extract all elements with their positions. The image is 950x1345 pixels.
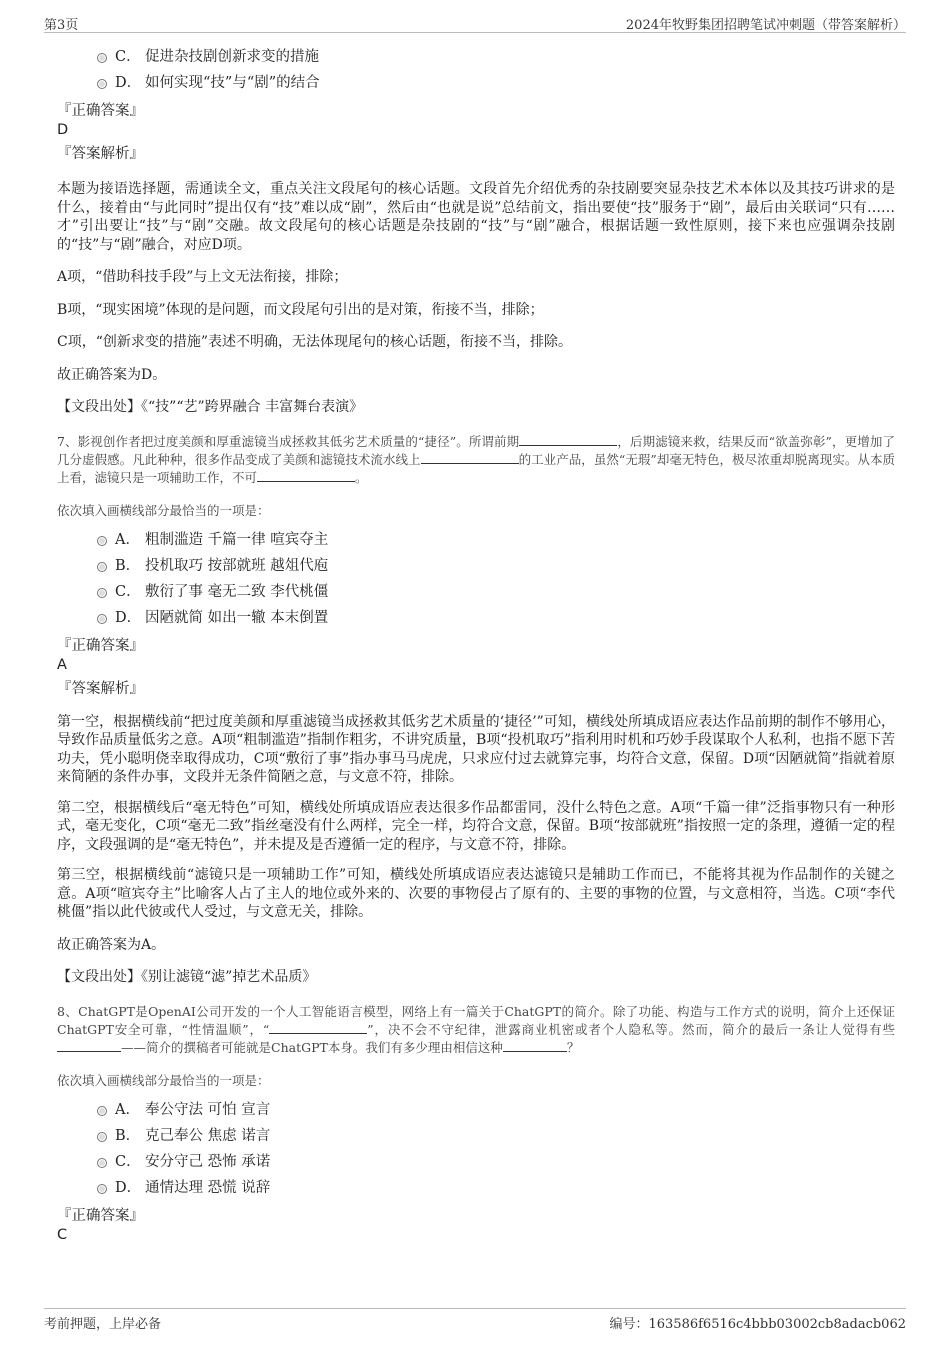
option-d[interactable]: D． 因陋就简 如出一辙 本末倒置 <box>57 605 895 631</box>
fill-blank <box>57 1039 121 1052</box>
option-b[interactable]: B． 克己奉公 焦虑 诺言 <box>57 1123 895 1149</box>
answer-label: 『正确答案』 <box>57 1207 144 1224</box>
radio-icon[interactable] <box>97 1184 107 1194</box>
source-citation: 【文段出处】《“技”“艺”跨界融合 丰富舞台表演》 <box>57 399 364 415</box>
analysis-paragraph: A项，“借助科技手段”与上文无法衔接，排除； <box>57 269 348 285</box>
analysis-conclusion: 故正确答案为D。 <box>57 366 167 383</box>
header-divider <box>44 32 906 33</box>
radio-icon[interactable] <box>97 1132 107 1142</box>
fill-blank <box>257 469 355 482</box>
analysis-paragraph: B项，“现实困境”体现的是问题，而文段尾句引出的是对策，衔接不当，排除； <box>57 301 544 318</box>
answer-value: C <box>57 1226 68 1243</box>
instruction: 依次填入画横线部分最恰当的一项是： <box>57 1072 270 1088</box>
document-id: 编号：163586f6516c4bbb03002cb8adacb062 <box>609 1317 906 1332</box>
fill-blank <box>519 433 617 446</box>
option-text: 克己奉公 焦虑 诺言 <box>145 1127 271 1144</box>
option-text: 粗制滥造 千篇一律 喧宾夺主 <box>145 531 329 548</box>
radio-icon[interactable] <box>97 53 107 63</box>
fill-blank <box>503 1039 567 1052</box>
answer-value: A <box>57 656 67 673</box>
radio-icon[interactable] <box>97 1158 107 1168</box>
footer-divider <box>44 1308 906 1309</box>
option-c[interactable]: C． 促进杂技剧创新求变的措施 <box>57 44 895 70</box>
page-number: 第3页 <box>44 18 79 33</box>
option-text: 促进杂技剧创新求变的措施 <box>145 49 319 65</box>
footer-slogan: 考前押题，上岸必备 <box>44 1317 162 1332</box>
option-c[interactable]: C． 安分守己 恐怖 承诺 <box>57 1149 895 1175</box>
option-text: 如何实现“技”与“剧”的结合 <box>145 75 320 91</box>
fill-blank <box>269 1021 367 1034</box>
answer-label: 『正确答案』 <box>57 103 144 119</box>
instruction: 依次填入画横线部分最恰当的一项是： <box>57 502 270 518</box>
radio-icon[interactable] <box>97 562 107 572</box>
radio-icon[interactable] <box>97 536 107 546</box>
option-text: 通情达理 恐慌 说辞 <box>145 1179 271 1196</box>
analysis-paragraph: C项，“创新求变的措施”表述不明确，无法体现尾句的核心话题，衔接不当，排除。 <box>57 334 573 350</box>
option-d[interactable]: D． 通情达理 恐慌 说辞 <box>57 1175 895 1201</box>
option-b[interactable]: B． 投机取巧 按部就班 越俎代庖 <box>57 553 895 579</box>
answer-value: D <box>57 122 69 138</box>
answer-label: 『正确答案』 <box>57 637 144 654</box>
source-citation: 【文段出处】《别让滤镜“滤”掉艺术品质》 <box>57 969 317 985</box>
radio-icon[interactable] <box>97 588 107 598</box>
fill-blank <box>421 451 519 464</box>
option-text: 安分守己 恐怖 承诺 <box>145 1153 271 1170</box>
radio-icon[interactable] <box>97 1106 107 1116</box>
option-d[interactable]: D． 如何实现“技”与“剧”的结合 <box>57 70 895 96</box>
option-text: 奉公守法 可怕 宣言 <box>145 1101 271 1118</box>
analysis-paragraph: 第三空，根据横线前“滤镜只是一项辅助工作”可知，横线处所填成语应表达滤镜只是辅助工作而已，不能将其视为作品制作的关键之意。A项“喧宾夺主”比喻客人占了主人的地位或外来的、次要的事物侵占了原有的、主要的事物的位置，与文意相符，当选。C项“李代桃僵”指以此代彼或代人受过，与文意无关，排除。 <box>57 867 895 920</box>
document-title: 2024年牧野集团招聘笔试冲刺题（带答案解析） <box>625 18 906 33</box>
analysis-paragraph: 第一空，根据横线前“把过度美颜和厚重滤镜当成拯救其低劣艺术质量的‘捷径’”可知，横线处所填成语应表达作品前期的制作不够用心，导致作品质量低劣之意。A项“粗制滥造”指制作粗劣，不讲究质量，B项“投机取巧”指利用时机和巧妙手段谋取个人私利，也指不愿下苦功夫，凭小聪明侥幸取得成功，C项“敷衍了事”指办事马马虎虎，只求应付过去就算完事，均符合文意，保留。D项“因陋就简”指就着原来简陋的条件办事，文段并无条件简陋之意，与文意不符，排除。 <box>57 713 895 785</box>
analysis-conclusion: 故正确答案为A。 <box>57 936 166 953</box>
document-body <box>57 44 895 1244</box>
analysis-label: 『答案解析』 <box>57 146 144 162</box>
option-a[interactable]: A． 粗制滥造 千篇一律 喧宾夺主 <box>57 527 895 553</box>
radio-icon[interactable] <box>97 614 107 624</box>
option-text: 因陋就简 如出一辙 本末倒置 <box>145 609 329 626</box>
question-stem: 7、影视创作者把过度美颜和厚重滤镜当成拯救其低劣艺术质量的“捷径”。所谓前期 ，后期滤镜来救，结果反而“欲盖弥彰”，更增加了几分虚假感。凡此种种，很多作品变成了美颜和滤镜技术流水线上 的工业产品，虽然“无瑕”却毫无特色，极尽浓重却脱离现实。从本质上看，滤镜只是一项辅助工作，不可 。 <box>57 433 895 485</box>
analysis-label: 『答案解析』 <box>57 680 144 697</box>
radio-icon[interactable] <box>97 79 107 89</box>
option-c[interactable]: C． 敷衍了事 毫无二致 李代桃僵 <box>57 579 895 605</box>
question-stem: 8、ChatGPT是OpenAI公司开发的一个人工智能语言模型，网络上有一篇关于ChatGPT的简介。除了功能、构造与工作方式的说明，简介上还保证ChatGPT安全可靠，“性情温顺”，“ ”，决不会不守纪律，泄露商业机密或者个人隐私等。然而，简介的最后一条让人觉得有些——简介的撰稿者可能就是ChatGPT本身。我们有多少理由相信这种 ？ <box>57 1003 895 1055</box>
analysis-paragraph: 第二空，根据横线后“毫无特色”可知，横线处所填成语应表达很多作品都雷同，没什么特色之意。A项“千篇一律”泛指事物只有一种形式，毫无变化，C项“毫无二致”指丝毫没有什么两样，完全一样，均符合文意，保留。B项“按部就班”指按照一定的条理，遵循一定的程序，文段强调的是“毫无特色”，并未提及是否遵循一定的程序，与文意不符，排除。 <box>57 799 895 853</box>
analysis-paragraph: 本题为接语选择题，需通读全文，重点关注文段尾句的核心话题。文段首先介绍优秀的杂技剧要突显杂技艺术本体以及其技巧讲求的是什么，接着由“与此同时”提出仅有“技”难以成“剧”，然后由“也就是说”总结前文，指出要使“技”服务于“剧”，最后由关联词“只有……才”引出要让“技”与“剧”交融。故文段尾句的核心话题是杂技剧的“技”与“剧”融合，根据话题一致性原则，接下来也应强调杂技剧的“技”与“剧”融合，对应D项。 <box>57 181 895 253</box>
option-text: 投机取巧 按部就班 越俎代庖 <box>145 557 329 574</box>
option-a[interactable]: A． 奉公守法 可怕 宣言 <box>57 1097 895 1123</box>
option-text: 敷衍了事 毫无二致 李代桃僵 <box>145 583 329 600</box>
